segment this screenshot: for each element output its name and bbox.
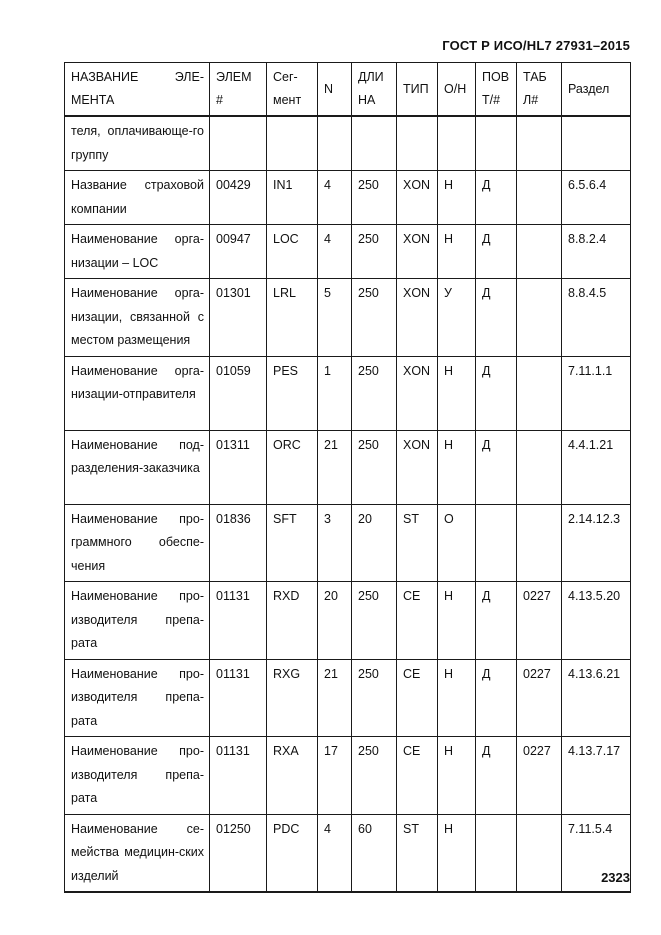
- cell-name: теля, оплачивающе-го группу: [65, 116, 210, 171]
- cell-elem: 01311: [210, 430, 267, 504]
- cell-elem: 00947: [210, 225, 267, 279]
- cell-opt: [438, 116, 476, 171]
- cell-section: 4.4.1.21: [562, 430, 631, 504]
- cell-length: 250: [352, 279, 397, 357]
- cell-tbl: [517, 430, 562, 504]
- cell-rep: Д: [476, 430, 517, 504]
- cell-elem: 01301: [210, 279, 267, 357]
- cell-rep: [476, 504, 517, 582]
- cell-name: Наименование про-изводителя препа-рата: [65, 737, 210, 815]
- cell-section: 2.14.12.3: [562, 504, 631, 582]
- cell-tbl: [517, 279, 562, 357]
- cell-type: [397, 116, 438, 171]
- cell-rep: Д: [476, 737, 517, 815]
- cell-n: 4: [318, 814, 352, 892]
- cell-name: Наименование про-изводителя препа-рата: [65, 582, 210, 660]
- cell-rep: Д: [476, 225, 517, 279]
- cell-n: 4: [318, 225, 352, 279]
- cell-section: 4.13.6.21: [562, 659, 631, 737]
- table-row: [65, 659, 631, 737]
- cell-type: XON: [397, 430, 438, 504]
- cell-segment: PDC: [267, 814, 318, 892]
- cell-tbl: 0227: [517, 582, 562, 660]
- col-header-section: Раздел: [562, 63, 631, 117]
- col-header-opt: О/Н: [438, 63, 476, 117]
- cell-rep: [476, 814, 517, 892]
- cell-type: XON: [397, 171, 438, 225]
- table-row: [65, 116, 631, 171]
- cell-tbl: 0227: [517, 737, 562, 815]
- cell-section: 4.13.5.20: [562, 582, 631, 660]
- element-table: [64, 62, 631, 893]
- cell-section: 4.13.7.17: [562, 737, 631, 815]
- cell-length: 250: [352, 737, 397, 815]
- cell-opt: Н: [438, 356, 476, 430]
- cell-rep: [476, 116, 517, 171]
- cell-elem: 01131: [210, 737, 267, 815]
- cell-length: 20: [352, 504, 397, 582]
- cell-tbl: [517, 814, 562, 892]
- col-header-rep: ПОВ Т/#: [476, 63, 517, 117]
- cell-name: Наименование про-изводителя препа-рата: [65, 659, 210, 737]
- cell-rep: Д: [476, 171, 517, 225]
- cell-section: [562, 116, 631, 171]
- cell-segment: ORC: [267, 430, 318, 504]
- cell-name: Наименование орга-низации, связанной с местом размещения: [65, 279, 210, 357]
- cell-segment: PES: [267, 356, 318, 430]
- cell-segment: SFT: [267, 504, 318, 582]
- cell-section: 8.8.2.4: [562, 225, 631, 279]
- cell-name: Наименование се-мейства медицин-ских изделий: [65, 814, 210, 892]
- cell-opt: О: [438, 504, 476, 582]
- cell-name: Наименование орга-низации-отправителя: [65, 356, 210, 430]
- cell-segment: RXA: [267, 737, 318, 815]
- cell-opt: Н: [438, 814, 476, 892]
- cell-n: [318, 116, 352, 171]
- table-row: [65, 171, 631, 225]
- cell-length: 250: [352, 171, 397, 225]
- cell-n: 3: [318, 504, 352, 582]
- cell-n: 17: [318, 737, 352, 815]
- table-row: [65, 356, 631, 430]
- cell-segment: [267, 116, 318, 171]
- cell-tbl: [517, 356, 562, 430]
- cell-elem: 00429: [210, 171, 267, 225]
- cell-opt: Н: [438, 582, 476, 660]
- cell-rep: Д: [476, 356, 517, 430]
- cell-segment: LOC: [267, 225, 318, 279]
- col-header-segment: Сег-мент: [267, 63, 318, 117]
- cell-n: 5: [318, 279, 352, 357]
- cell-length: 250: [352, 225, 397, 279]
- cell-segment: LRL: [267, 279, 318, 357]
- cell-type: CE: [397, 582, 438, 660]
- cell-section: 8.8.4.5: [562, 279, 631, 357]
- cell-segment: IN1: [267, 171, 318, 225]
- col-header-name: НАЗВАНИЕ ЭЛЕ-МЕНТА: [65, 63, 210, 117]
- cell-type: XON: [397, 279, 438, 357]
- cell-rep: Д: [476, 659, 517, 737]
- cell-n: 1: [318, 356, 352, 430]
- cell-elem: 01836: [210, 504, 267, 582]
- cell-elem: 01250: [210, 814, 267, 892]
- col-header-elem: ЭЛЕМ #: [210, 63, 267, 117]
- cell-tbl: 0227: [517, 659, 562, 737]
- cell-opt: Н: [438, 171, 476, 225]
- cell-opt: Н: [438, 225, 476, 279]
- table-row: [65, 737, 631, 815]
- page-number: 2323: [601, 870, 630, 885]
- cell-elem: [210, 116, 267, 171]
- table-row: [65, 814, 631, 892]
- cell-n: 20: [318, 582, 352, 660]
- table-row: [65, 225, 631, 279]
- cell-tbl: [517, 225, 562, 279]
- cell-opt: Н: [438, 659, 476, 737]
- cell-n: 21: [318, 430, 352, 504]
- cell-length: 250: [352, 430, 397, 504]
- cell-type: ST: [397, 504, 438, 582]
- cell-tbl: [517, 116, 562, 171]
- cell-opt: У: [438, 279, 476, 357]
- table-row: [65, 504, 631, 582]
- col-header-type: ТИП: [397, 63, 438, 117]
- table-header-row: [65, 63, 631, 117]
- table-row: [65, 430, 631, 504]
- cell-name: Наименование под-разделения-заказчика: [65, 430, 210, 504]
- cell-section: 7.11.5.4: [562, 814, 631, 892]
- cell-type: XON: [397, 225, 438, 279]
- cell-type: XON: [397, 356, 438, 430]
- cell-section: 6.5.6.4: [562, 171, 631, 225]
- document-header: ГОСТ Р ИСО/HL7 27931–2015: [442, 38, 630, 53]
- cell-length: 250: [352, 659, 397, 737]
- cell-elem: 01131: [210, 582, 267, 660]
- cell-type: CE: [397, 737, 438, 815]
- cell-n: 21: [318, 659, 352, 737]
- cell-section: 7.11.1.1: [562, 356, 631, 430]
- cell-type: ST: [397, 814, 438, 892]
- cell-name: Наименование орга-низации – LOC: [65, 225, 210, 279]
- cell-type: CE: [397, 659, 438, 737]
- cell-segment: RXD: [267, 582, 318, 660]
- cell-opt: Н: [438, 430, 476, 504]
- col-header-tbl: ТАБ Л#: [517, 63, 562, 117]
- cell-tbl: [517, 504, 562, 582]
- cell-n: 4: [318, 171, 352, 225]
- cell-name: Наименование про-граммного обеспе-чения: [65, 504, 210, 582]
- cell-name: Название страховой компании: [65, 171, 210, 225]
- col-header-n: N: [318, 63, 352, 117]
- cell-opt: Н: [438, 737, 476, 815]
- table-row: [65, 279, 631, 357]
- cell-rep: Д: [476, 582, 517, 660]
- cell-length: 250: [352, 356, 397, 430]
- cell-rep: Д: [476, 279, 517, 357]
- cell-elem: 01131: [210, 659, 267, 737]
- cell-segment: RXG: [267, 659, 318, 737]
- cell-tbl: [517, 171, 562, 225]
- cell-elem: 01059: [210, 356, 267, 430]
- table-row: [65, 582, 631, 660]
- col-header-length: ДЛИ НА: [352, 63, 397, 117]
- cell-length: 250: [352, 582, 397, 660]
- cell-length: 60: [352, 814, 397, 892]
- cell-length: [352, 116, 397, 171]
